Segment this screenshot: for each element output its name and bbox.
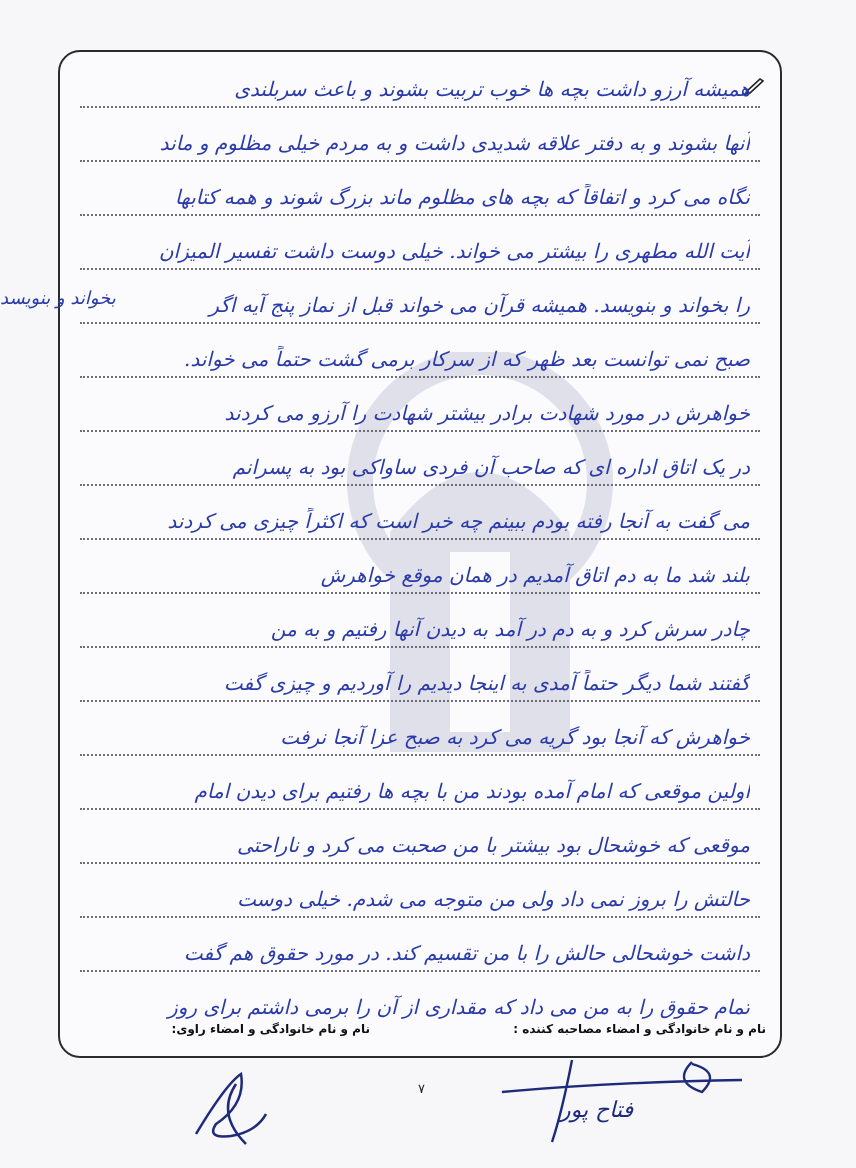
writing-frame bbox=[58, 50, 782, 1058]
narrator-signature-label: نام و نام خانوادگی و امضاء راوی: bbox=[171, 1022, 370, 1036]
handwritten-line: را بخواند و بنویسد. همیشه قرآن می خواند قبل از نماز پنج آیه اگر bbox=[80, 278, 760, 324]
handwritten-line: در یک اتاق اداره ای که صاحب آن فردی ساواکی بود به پسرانم bbox=[80, 440, 760, 486]
handwritten-line: آنها بشوند و به دفتر علاقه شدیدی داشت و به مردم خیلی مظلوم و ماند bbox=[80, 116, 760, 162]
handwritten-line: اولین موقعی که امام آمده بودند من با بچه ها رفتیم برای دیدن امام bbox=[80, 764, 760, 810]
handwritten-line: نگاه می کرد و اتفاقاً که بچه های مظلوم ماند بزرگ شوند و همه کتابها bbox=[80, 170, 760, 216]
page-number: ۷ bbox=[418, 1082, 425, 1097]
handwritten-line: خواهرش در مورد شهادت برادر بیشتر شهادت را آرزو می کردند bbox=[80, 386, 760, 432]
handwritten-line: موقعی که خوشحال بود بیشتر با من صحبت می کرد و ناراحتی bbox=[80, 818, 760, 864]
handwritten-line: می گفت به آنجا رفته بودم ببینم چه خبر است که اکثراً چیزی می کردند bbox=[80, 494, 760, 540]
handwritten-line: حالتش را بروز نمی داد ولی من متوجه می شدم. خیلی دوست bbox=[80, 872, 760, 918]
interviewer-signature-label: نام و نام خانوادگی و امضاء مصاحبه کننده : bbox=[513, 1022, 766, 1036]
handwritten-line: داشت خوشحالی حالش را با من تقسیم کند. در مورد حقوق هم گفت bbox=[80, 926, 760, 972]
handwritten-line: آیت الله مطهری را بیشتر می خواند. خیلی دوست داشت تفسیر المیزان bbox=[80, 224, 760, 270]
margin-note: بخواند و بنویسد bbox=[0, 288, 116, 309]
handwritten-line: گفتند شما دیگر حتماً آمدی به اینجا دیدیم را آوردیم و چیزی گفت bbox=[80, 656, 760, 702]
handwritten-line: بلند شد ما به دم اتاق آمدیم در همان موقع خواهرش bbox=[80, 548, 760, 594]
handwritten-line: صبح نمی توانست بعد ظهر که از سرکار برمی گشت حتماً می خواند. bbox=[80, 332, 760, 378]
handwritten-line: تمام حقوق را به من می داد که مقداری از آن را برمی داشتم برای روز bbox=[168, 995, 750, 1019]
handwritten-line: خواهرش که آنجا بود گریه می کرد به صبح عزا آنجا نرفت bbox=[80, 710, 760, 756]
handwritten-line: چادر سرش کرد و به دم در آمد به دیدن آنها رفتیم و به من bbox=[80, 602, 760, 648]
signature-name: فتاح پور bbox=[560, 1098, 634, 1123]
narrator-signature bbox=[186, 1064, 276, 1154]
handwritten-line: همیشه آرزو داشت بچه ها خوب تربیت بشوند و باعث سربلندی bbox=[80, 62, 760, 108]
